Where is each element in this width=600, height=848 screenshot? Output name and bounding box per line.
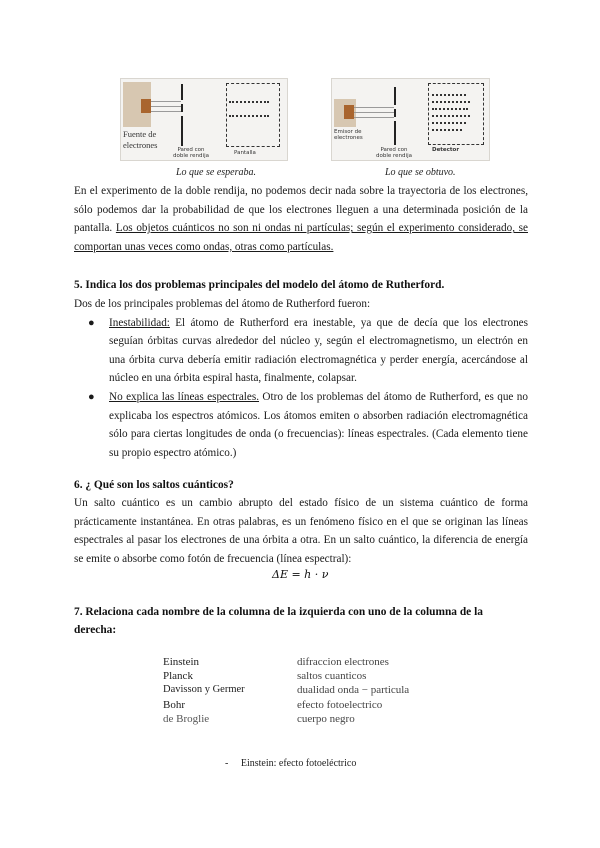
right-item: efecto fotoelectrico: [297, 698, 383, 711]
figure-expected: [120, 78, 288, 161]
bullet-label: Inestabilidad:: [109, 316, 170, 329]
left-item: de Broglie: [163, 712, 210, 725]
q5-intro: Dos de los principales problemas del átomo de Rutherford fueron:: [74, 298, 371, 310]
list-item: [74, 314, 528, 388]
bullet-icon: ●: [88, 316, 95, 329]
source-label: Fuente de electrones: [123, 129, 158, 150]
answer-bullet: -: [225, 758, 229, 769]
q5-heading: 5. Indica los dos problemas principales del modelo del átomo de Rutherford.: [74, 279, 445, 291]
caption-obtained: Lo que se obtuvo.: [385, 167, 456, 178]
bullet-label: No explica las líneas espectrales.: [109, 390, 260, 403]
answer-text: Einstein: efecto fotoeléctrico: [240, 758, 357, 769]
intro-paragraph: [74, 182, 528, 256]
barrier-label: Pared con doble rendija: [376, 147, 412, 159]
source-label: Emisor de electrones: [334, 129, 363, 141]
right-item: dualidad onda − particula: [297, 684, 410, 697]
screen-label: Detector: [432, 147, 460, 153]
left-item: Davisson y Germer: [163, 684, 245, 696]
right-item: saltos cuanticos: [297, 670, 367, 683]
q7-heading: 7. Relaciona cada nombre de la columna de la izquierda con uno de la columna de la derecha:: [74, 606, 483, 636]
electron-gun-icon: [344, 105, 354, 119]
left-item: Einstein: [163, 656, 200, 668]
q5-body: [74, 295, 528, 462]
q6-body: Un salto cuántico es un cambio abrupto del estado físico de un sistema cuántico de forma prácticamente instantánea. En otras palabras, es un fenómeno físico en el que se originan las líneas espectrales al pasar los electrones de una órbita a otra. En un salto cuántico, la diferencia de energía se emite o absorbe como fotón de frecuencia (línea espectral):: [74, 497, 528, 565]
barrier-icon: [181, 84, 183, 100]
answer-line: [225, 758, 356, 769]
barrier-icon: [394, 87, 396, 105]
bullet-text: Otro de los problemas del átomo de Rutherford, es que no explicaba los espectros atómicos. Los átomos emiten o absorben radiación electromagnética sólo para ciertas longitudes de onda (o frecuencias): líneas espectrales. (Cada elemento tiene su propio espectro atómico.): [109, 390, 528, 459]
left-item: Planck: [163, 670, 193, 683]
q6-heading: 6. ¿ Qué son los saltos cuánticos?: [74, 479, 234, 491]
right-item: cuerpo negro: [297, 712, 355, 725]
caption-expected: Lo que se esperaba.: [176, 167, 256, 178]
bullet-text: El átomo de Rutherford era inestable, ya que de decía que los electrones seguían órbitas curvas alrededor del núcleo y, según el electromagnetismo, un electrón en una órbita curva debería emitir radiación electromagnética y perder energía, acercándose al núcleo en una órbita espiral hasta, finalmente, colapsar.: [109, 316, 528, 385]
list-item: [74, 388, 528, 462]
right-column: [297, 655, 409, 726]
screen-icon: [428, 83, 484, 145]
intro-underlined: Los objetos cuánticos no son ni ondas ni partículas; según el experimento considerado, se comportan unas veces como ondas, otras como partículas.: [74, 222, 528, 253]
right-item: difraccion electrones: [297, 656, 389, 668]
electron-gun-icon: [141, 99, 151, 113]
barrier-label: Pared con doble rendija: [173, 147, 209, 159]
intro-text: En el experimento de la doble rendija, no podemos decir nada sobre la trayectoria de los electrones, sólo podemos dar la probabilidad de que los electrones lleguen a una determinada posición de la pantalla.: [74, 185, 528, 235]
figure-obtained: [331, 78, 490, 161]
left-column: [163, 655, 245, 726]
bullet-icon: ●: [88, 390, 95, 403]
energy-formula: ΔE = h · ν: [272, 568, 329, 581]
left-item: Bohr: [163, 698, 185, 711]
screen-label: Pantalla: [234, 150, 256, 156]
